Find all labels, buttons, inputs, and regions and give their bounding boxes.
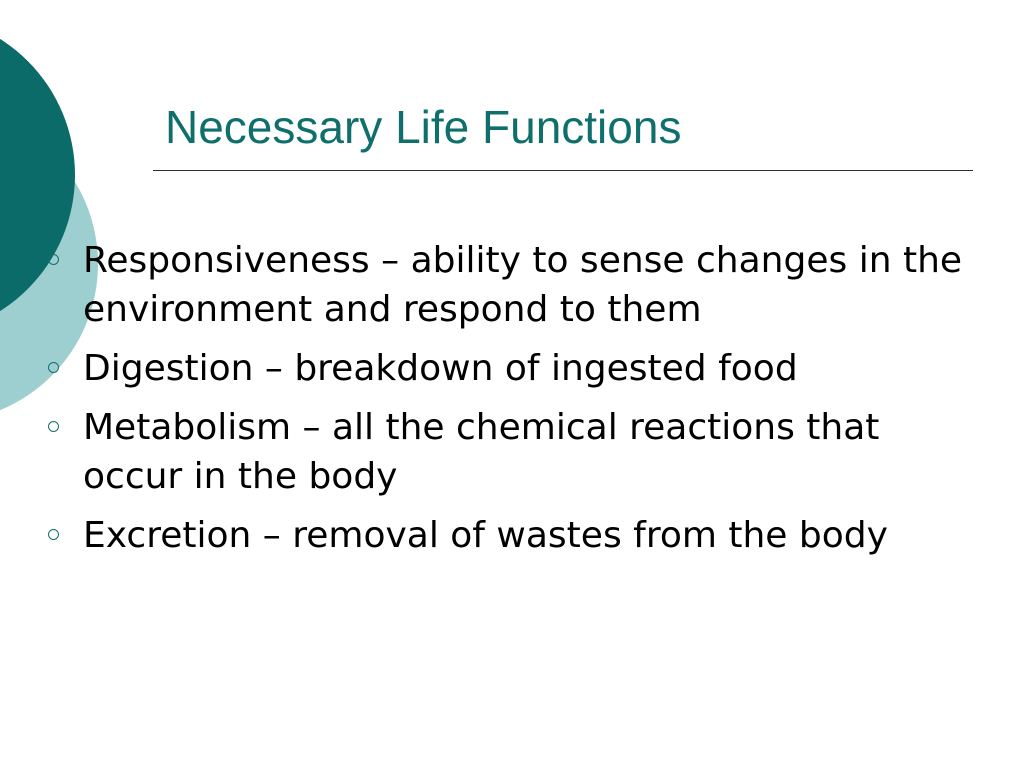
bullet-text: Digestion – breakdown of ingested food xyxy=(83,348,798,389)
slide-title: Necessary Life Functions xyxy=(165,101,682,153)
bullet-text: Metabolism – all the chemical reactions that occur in the body xyxy=(83,407,880,497)
hollow-circle-bullet-icon xyxy=(48,529,59,540)
hollow-circle-bullet-icon xyxy=(48,421,59,432)
bullet-item-digestion xyxy=(44,344,964,393)
bullet-item-responsiveness xyxy=(44,236,964,334)
bullet-item-excretion xyxy=(44,511,964,560)
bullet-item-metabolism xyxy=(44,403,964,501)
bullet-text: Excretion – removal of wastes from the body xyxy=(83,515,888,556)
title-divider xyxy=(153,170,973,171)
hollow-circle-bullet-icon xyxy=(48,254,59,265)
bullet-text: Responsiveness – ability to sense changes in the environment and respond to them xyxy=(83,240,963,330)
hollow-circle-bullet-icon xyxy=(48,362,59,373)
bullet-list xyxy=(44,236,964,570)
